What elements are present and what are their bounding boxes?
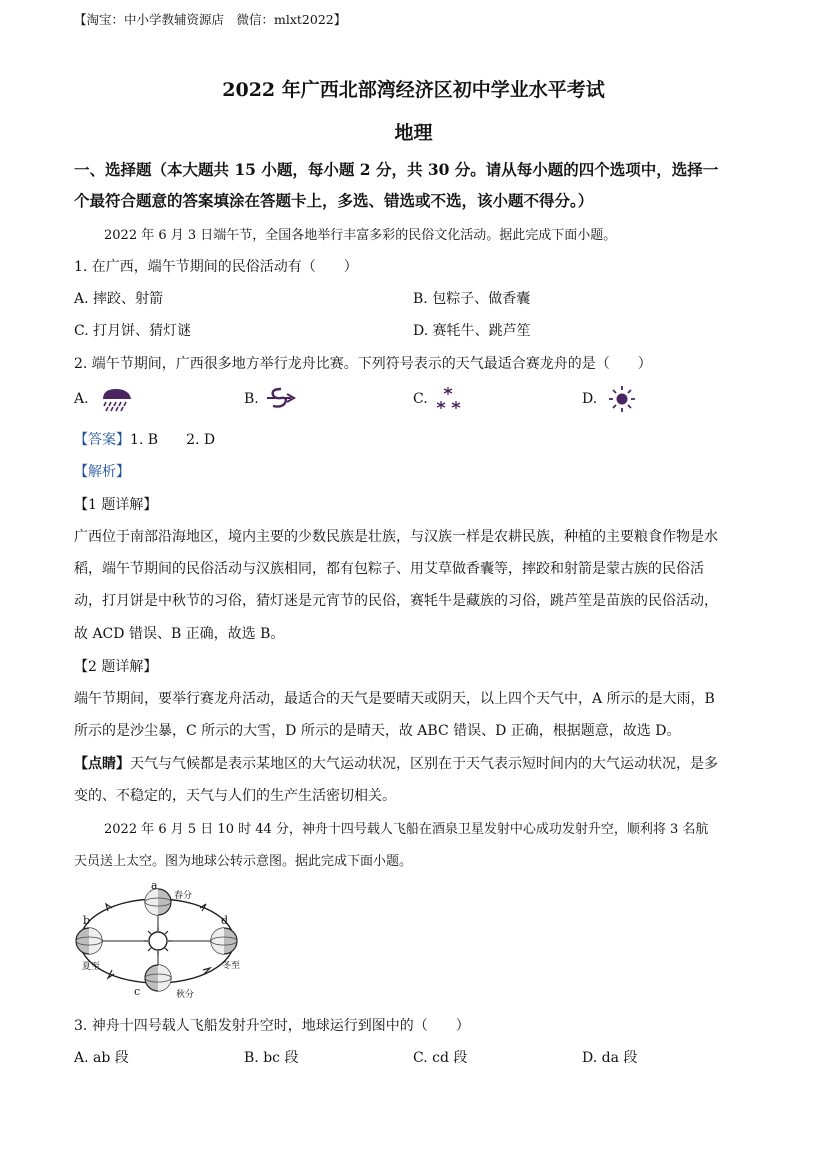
earth-right-icon (211, 928, 237, 954)
q1-stem: 1. 在广西，端午节期间的民俗活动有（ ） (74, 259, 358, 275)
earth-bottom-icon (145, 965, 171, 991)
sun-icon (144, 927, 172, 955)
exam-title: 2022 年广西北部湾经济区初中学业水平考试 (222, 79, 605, 101)
answer-line (74, 429, 215, 449)
section-heading-line1: 一、选择题（本大题共 15 小题，每小题 2 分，共 30 分。请从每小题的四个选项中，选择一 (74, 160, 719, 179)
q3-option-a: A. ab 段 (74, 1050, 129, 1066)
q1-option-a: A. 摔跤、射箭 (74, 291, 164, 307)
earth-top-icon (145, 889, 171, 915)
q2-option-b: B. (244, 391, 259, 407)
heavy-rain-icon (100, 385, 134, 413)
passage-1: 2022 年 6 月 3 日端午节，全国各地举行丰富多彩的民俗文化活动。据此完成下面小题。 (104, 228, 617, 243)
earth-left-icon (76, 928, 102, 954)
label-a: a (151, 879, 158, 892)
label-winter: 冬至 (222, 961, 241, 971)
label-spring: 春分 (174, 891, 193, 901)
earth-revolution-diagram (72, 878, 252, 1002)
label-summer: 夏至 (82, 962, 101, 972)
sandstorm-icon (265, 386, 297, 410)
label-d: d (221, 914, 229, 927)
subject-title: 地理 (394, 122, 433, 144)
sunny-icon (608, 385, 636, 413)
q3-option-b: B. bc 段 (244, 1050, 299, 1066)
detail1-line4: 故 ACD 错误、B 正确，故选 B。 (74, 626, 285, 642)
analysis-label: 【解析】 (74, 464, 130, 480)
tip-line2: 变的、不稳定的，天气与人们的生产生活密切相关。 (74, 788, 396, 804)
q2-option-a: A. (74, 391, 89, 407)
label-autumn: 秋分 (176, 990, 195, 1000)
q1-option-c: C. 打月饼、猜灯谜 (74, 323, 192, 339)
tip-label: 【点睛】 (74, 756, 130, 772)
passage-2-line1: 2022 年 6 月 5 日 10 时 44 分，神舟十四号载人飞船在酒泉卫星发射中心成功发射升空，顺利将 3 名航 (104, 822, 709, 837)
answer-text: 1. B 2. D (130, 432, 216, 448)
passage-2-line2: 天员送上太空。图为地球公转示意图。据此完成下面小题。 (74, 854, 413, 869)
label-b: b (83, 914, 91, 927)
heavy-snow-icon (435, 385, 463, 413)
detail1-line2: 稻，端午节期间的民俗活动与汉族相同，都有包粽子、用艾草做香囊等，摔跤和射箭是蒙古族的民俗活 (74, 561, 704, 577)
detail1-line3: 动，打月饼是中秋节的习俗，猜灯迷是元宵节的民俗，赛牦牛是藏族的习俗，跳芦笙是苗族的民俗活动， (74, 593, 718, 609)
q1-option-d: D. 赛牦牛、跳芦笙 (413, 323, 531, 339)
tip-text: 天气与气候都是表示某地区的大气运动状况，区别在于天气表示短时间内的大气运动状况，是多 (130, 756, 718, 772)
tip-line1 (74, 753, 718, 773)
q3-option-d: D. da 段 (582, 1050, 638, 1066)
q2-option-c: C. (413, 391, 428, 407)
q1-option-b: B. 包粽子、做香囊 (413, 291, 531, 307)
detail2-label: 【2 题详解】 (74, 659, 158, 675)
q2-option-d: D. (582, 391, 598, 407)
label-c: c (134, 985, 141, 998)
q3-stem: 3. 神舟十四号载人飞船发射升空时，地球运行到图中的（ ） (74, 1018, 470, 1034)
q3-option-c: C. cd 段 (413, 1050, 468, 1066)
detail1-label: 【1 题详解】 (74, 497, 158, 513)
detail1-line1: 广西位于南部沿海地区，境内主要的少数民族是壮族，与汉族一样是农耕民族，种植的主要粮食作物是水 (74, 529, 718, 545)
detail2-line2: 所示的是沙尘暴，C 所示的大雪，D 所示的是晴天，故 ABC 错误、D 正确，根据题意，故选 D。 (74, 723, 681, 739)
answer-label: 【答案】 (74, 432, 130, 448)
q2-stem: 2. 端午节期间，广西很多地方举行龙舟比赛。下列符号表示的天气最适合赛龙舟的是（ ） (74, 356, 652, 372)
page-header: 【淘宝：中小学教辅资源店 微信：mlxt2022】 (74, 12, 347, 27)
section-heading-line2: 个最符合题意的答案填涂在答题卡上，多选、错选或不选，该小题不得分。） (74, 191, 594, 210)
detail2-line1: 端午节期间，要举行赛龙舟活动，最适合的天气是要晴天或阴天，以上四个天气中，A 所示的是大雨，B (74, 691, 715, 707)
